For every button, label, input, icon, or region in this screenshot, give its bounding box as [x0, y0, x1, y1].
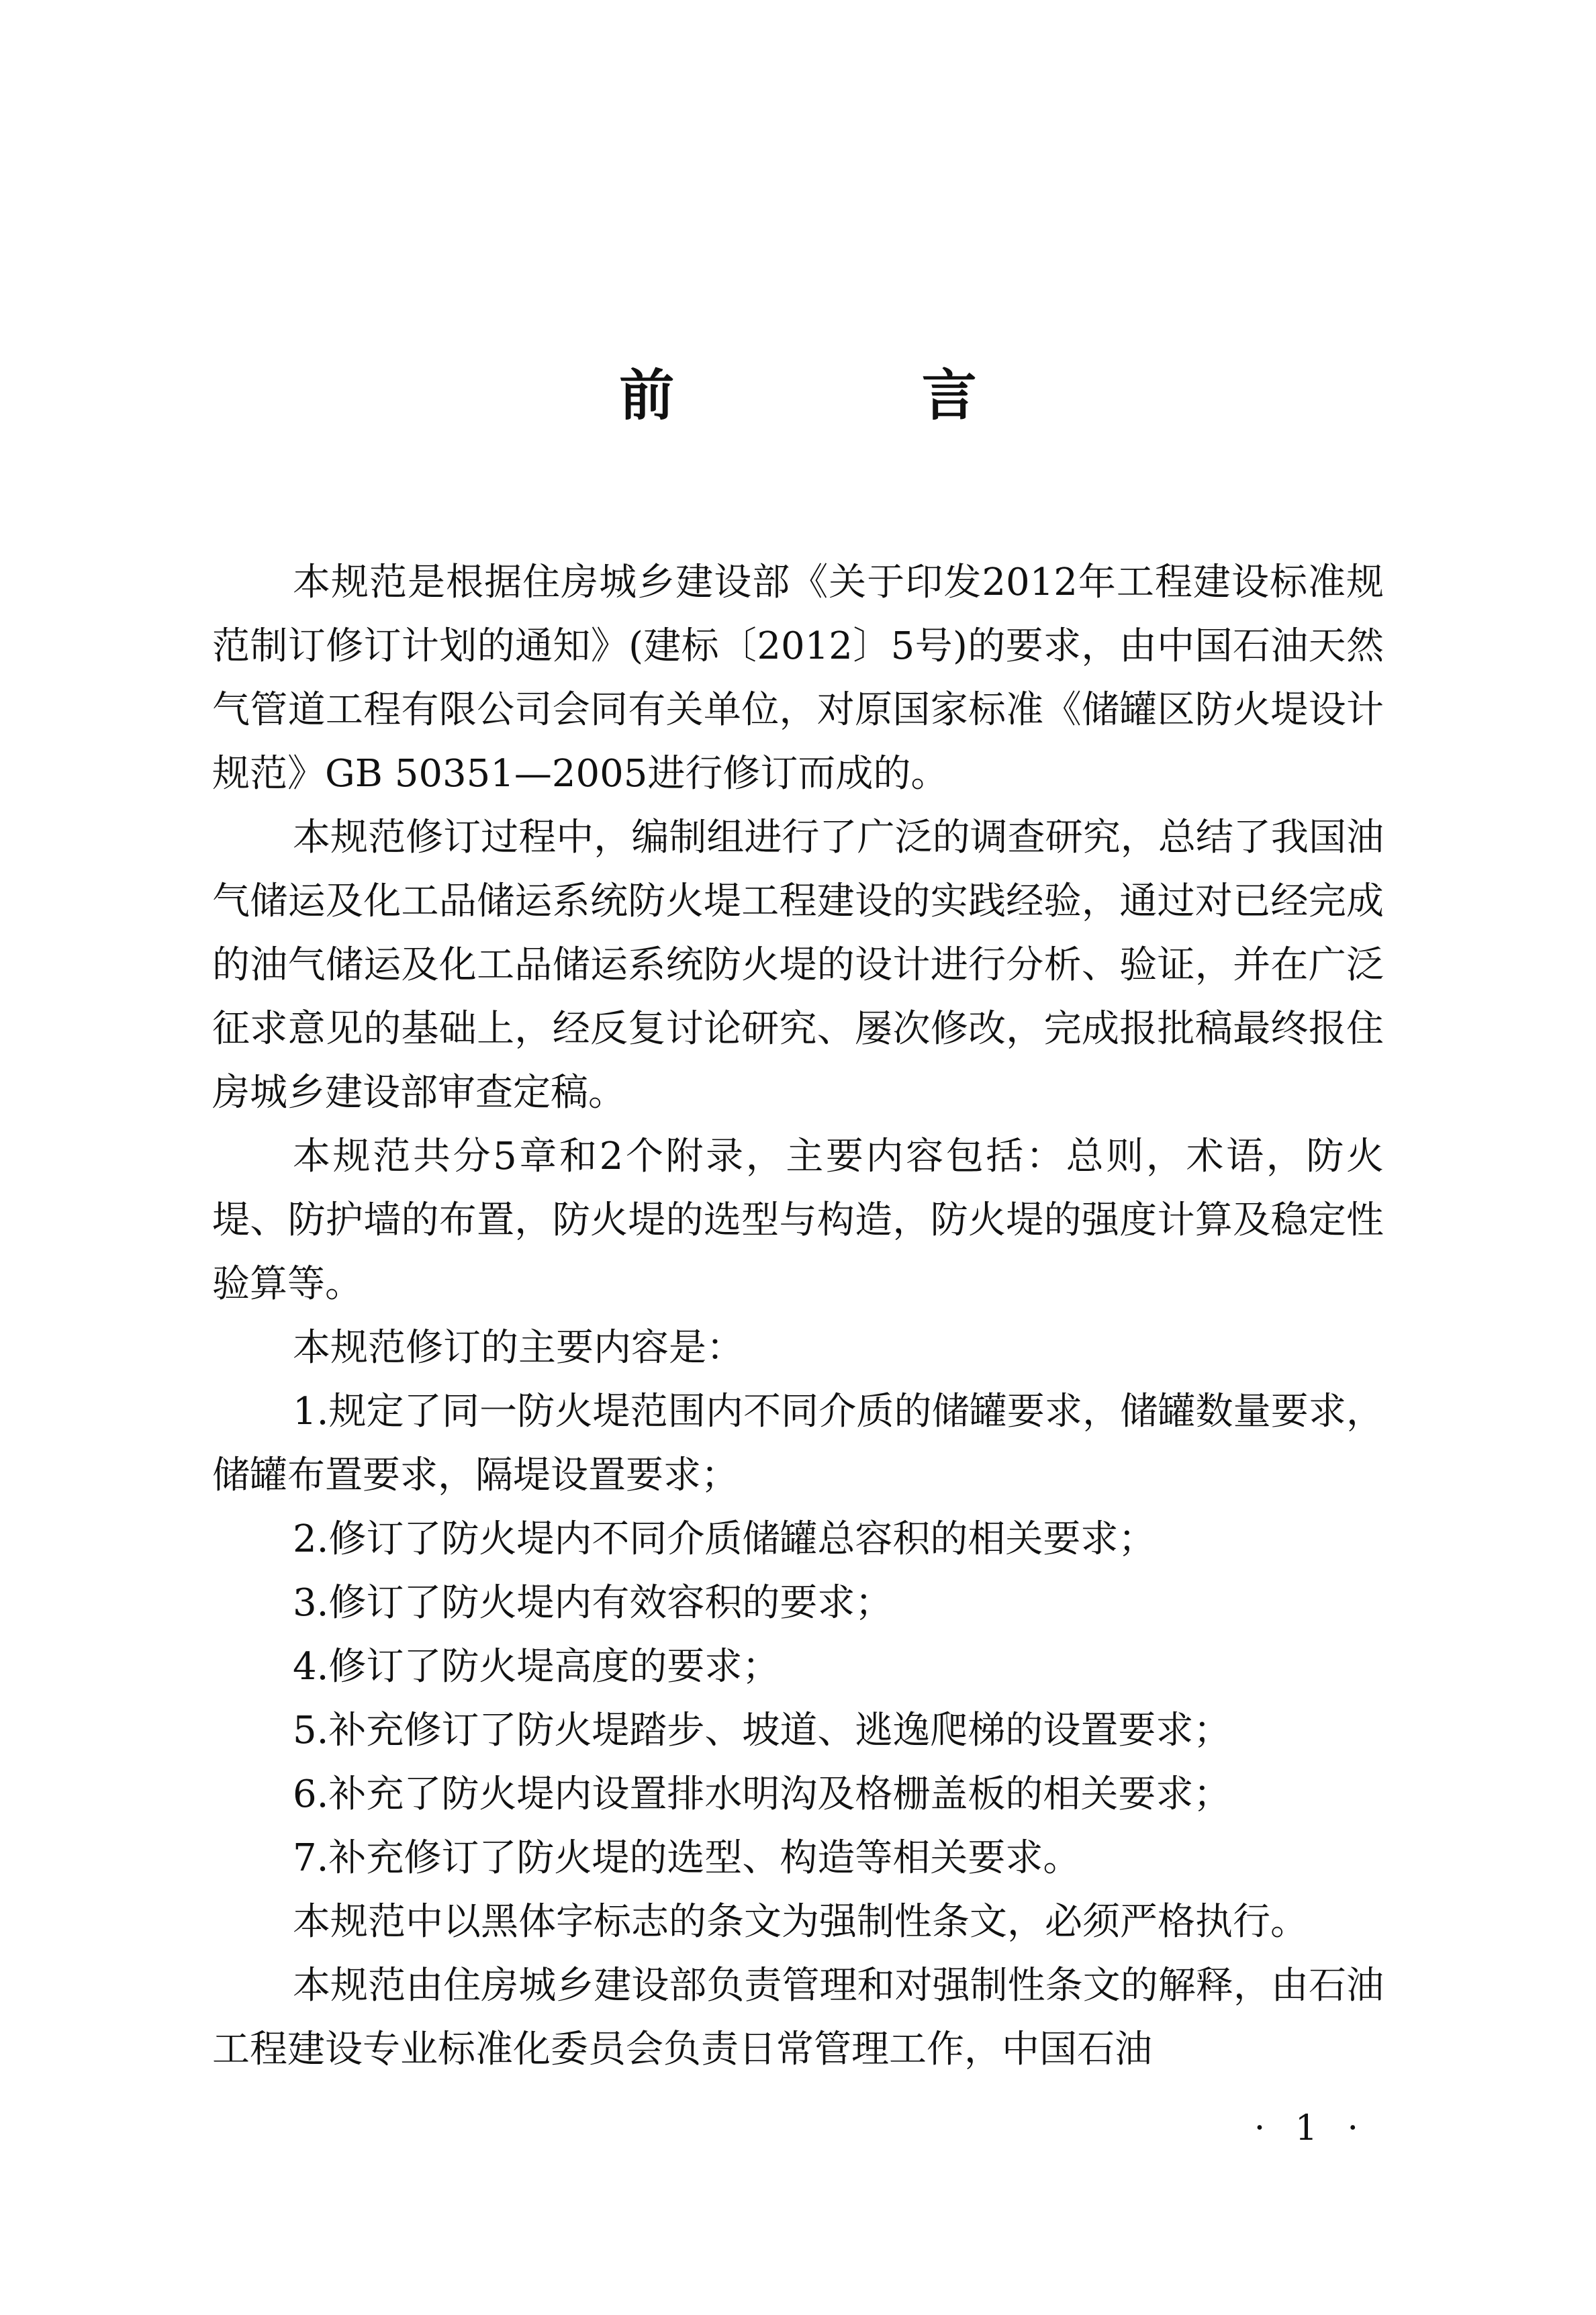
revision-item-4: 4.修订了防火堤高度的要求；: [293, 1645, 780, 1689]
paragraph-mandatory-clauses: 本规范中以黑体字标志的条文为强制性条文，必须严格执行。: [293, 1900, 1308, 1944]
revision-item-2: 2.修订了防火堤内不同介质储罐总容积的相关要求；: [293, 1517, 1156, 1561]
revision-item-6: 6.补充了防火堤内设置排水明沟及格栅盖板的相关要求；: [293, 1773, 1231, 1816]
revision-item-3: 3.修订了防火堤内有效容积的要求；: [293, 1581, 893, 1625]
paragraph-revision-heading: 本规范修订的主要内容是：: [293, 1326, 744, 1370]
document-body: [212, 551, 1384, 2081]
paragraph-process: 本规范修订过程中，编制组进行了广泛的调查研究，总结了我国油气储运及化工品储运系统防火堤工程建设的实践经验，通过对已经完成的油气储运及化工品储运系统防火堤的设计进行分析、验证，并在广泛征求意见的基础上，经反复讨论研究、屡次修改，完成报批稿最终报住房城乡建设部审查定稿。: [212, 816, 1384, 1115]
paragraph-management: 本规范由住房城乡建设部负责管理和对强制性条文的解释，由石油工程建设专业标准化委员会负责日常管理工作，中国石油: [212, 1964, 1384, 2071]
paragraph-contents: 本规范共分5章和2个附录，主要内容包括：总则，术语，防火堤、防护墙的布置，防火堤的选型与构造，防火堤的强度计算及稳定性验算等。: [212, 1135, 1384, 1306]
page-title: 前 言: [619, 364, 1091, 428]
paragraph-intro: 本规范是根据住房城乡建设部《关于印发2012年工程建设标准规范制订修订计划的通知》(建标〔2012〕5号)的要求，由中国石油天然气管道工程有限公司会同有关单位，对原国家标准《储罐区防火堤设计规范》GB 50351—2005进行修订而成的。: [212, 561, 1384, 796]
revision-item-7: 7.补充修订了防火堤的选型、构造等相关要求。: [293, 1836, 1081, 1880]
revision-item-1: 1.规定了同一防火堤范围内不同介质的储罐要求，储罐数量要求，储罐布置要求，隔堤设置要求；: [212, 1390, 1384, 1497]
page-number: · 1 ·: [1254, 2108, 1368, 2148]
revision-item-5: 5.补充修订了防火堤踏步、坡道、逃逸爬梯的设置要求；: [293, 1709, 1231, 1752]
